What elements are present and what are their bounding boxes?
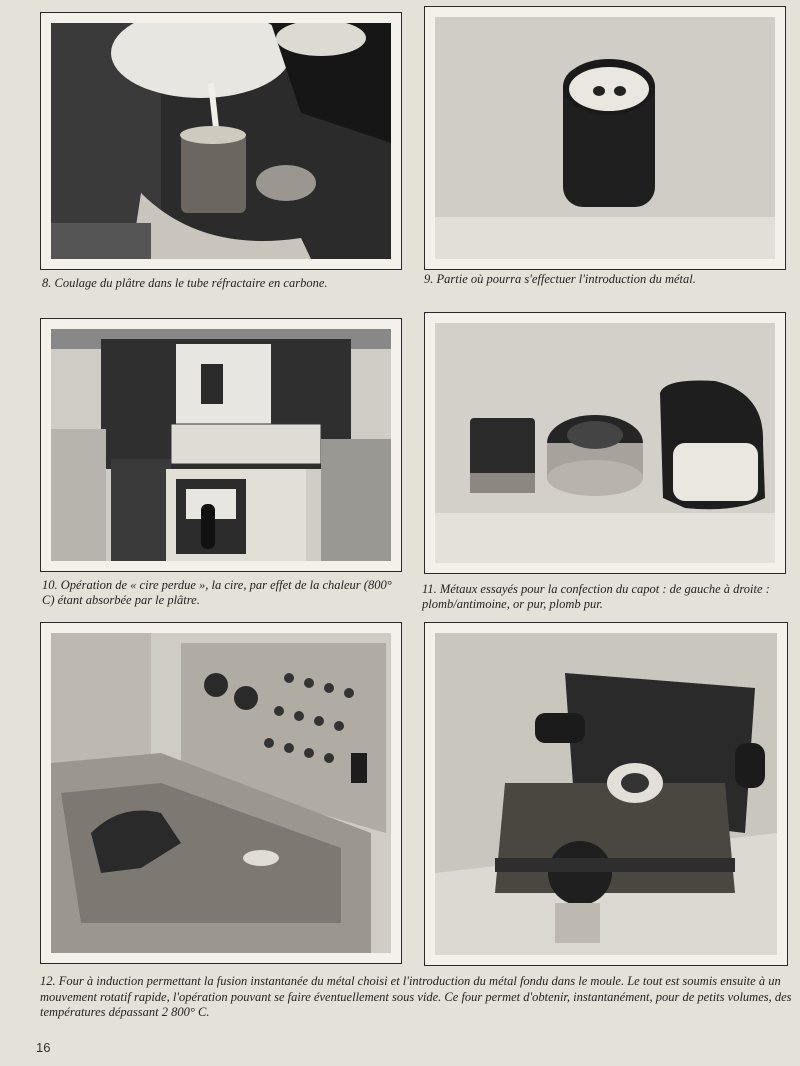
caption-figure-8: 8. Coulage du plâtre dans le tube réfractaire en carbone. [42, 276, 328, 290]
caption-figure-11: 11. Métaux essayés pour la confection du capot : de gauche à droite : plomb/antimoine, or pur, plomb pur. [422, 582, 770, 611]
page-number: 16 [36, 1040, 51, 1055]
caption-figure-12: 12. Four à induction permettant la fusion instantanée du métal choisi et l'introduction du métal fondu dans le moule. Le tout est soumis ensuite à un mouvement rotatif rapide, l'opération pouvant se faire éventuellement sous vide. Ce four permet d'obtenir, instantanément, pour de petits volumes, des températures dépassant 2 800° C. [40, 974, 792, 1019]
photo-8-plaster-pouring [51, 23, 391, 259]
photo-12-right-frame [424, 622, 788, 966]
photo-11-metal-samples [435, 323, 775, 563]
photo-12-induction-oven-panel [51, 633, 391, 953]
photo-9-mold-top [435, 17, 775, 259]
photo-9-frame [424, 6, 786, 270]
photo-8-frame [40, 12, 402, 270]
photo-12-left-frame [40, 622, 402, 964]
photo-10-wax-oven [51, 329, 391, 561]
photo-12-mold-assembly [435, 633, 777, 955]
caption-figure-10: 10. Opération de « cire perdue », la cire, par effet de la chaleur (800° C) étant absorbée par le plâtre. [42, 578, 392, 607]
photo-11-frame [424, 312, 786, 574]
caption-figure-9: 9. Partie où pourra s'effectuer l'introduction du métal. [424, 272, 696, 286]
photo-10-frame [40, 318, 402, 572]
